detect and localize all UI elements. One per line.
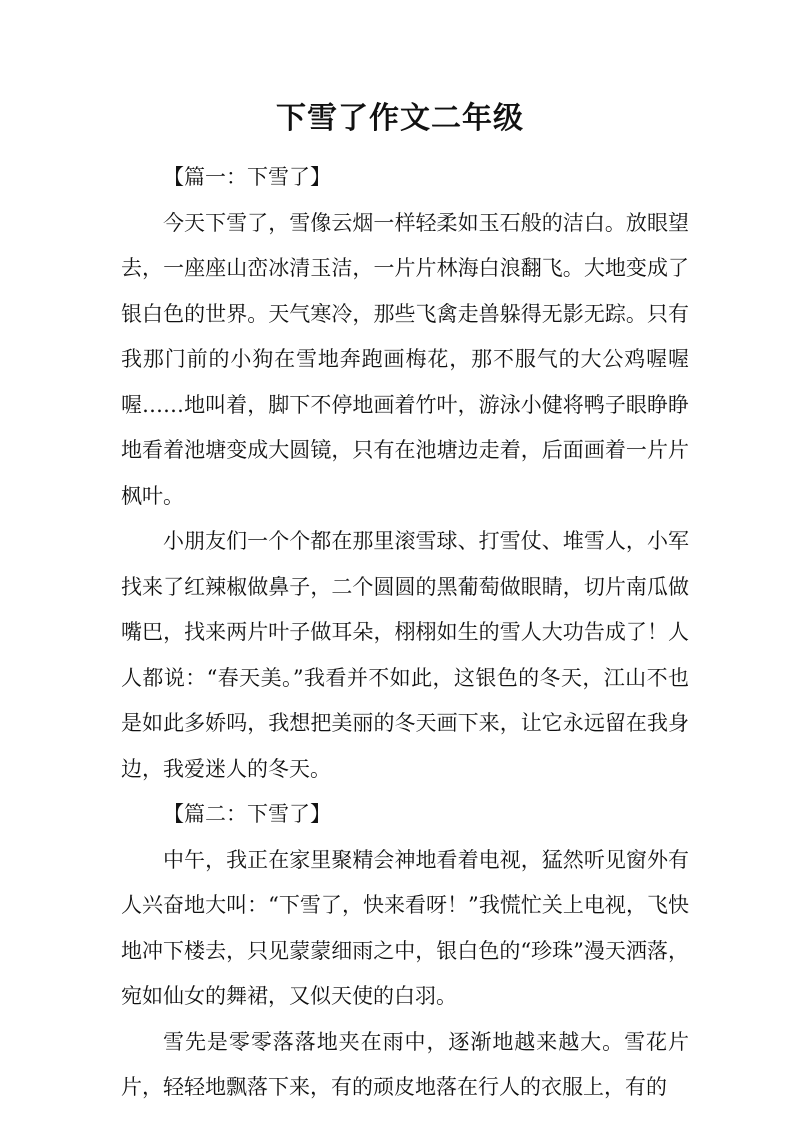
section-heading-1: 【篇一：下雪了】 xyxy=(163,165,331,189)
document-body xyxy=(121,155,689,1111)
paragraph: 小朋友们一个个都在那里滚雪球、打雪仗、堆雪人，小军找来了红辣椒做鼻子，二个圆圆的黑葡萄做眼睛，切片南瓜做嘴巴，找来两片叶子做耳朵，栩栩如生的雪人大功告成了！人人都说：“春天美。”我看并不如此，这银色的冬天，江山不也是如此多娇吗，我想把美丽的冬天画下来，让它永远留在我身边，我爱迷人的冬天。 xyxy=(121,529,689,781)
section-heading-2: 【篇二：下雪了】 xyxy=(163,802,331,826)
document-title: 下雪了作文二年级 xyxy=(276,101,524,136)
paragraph: 今天下雪了，雪像云烟一样轻柔如玉石般的洁白。放眼望去，一座座山峦冰清玉洁，一片片林海白浪翻飞。大地变成了银白色的世界。天气寒冷，那些飞禽走兽躲得无影无踪。只有我那门前的小狗在雪地奔跑画梅花，那不服气的大公鸡喔喔喔……地叫着，脚下不停地画着竹叶，游泳小健将鸭子眼睁睁地看着池塘变成大圆镜，只有在池塘边走着，后面画着一片片枫叶。 xyxy=(121,210,689,508)
paragraph: 中午，我正在家里聚精会神地看着电视，猛然听见窗外有人兴奋地大叫：“下雪了，快来看呀！”我慌忙关上电视，飞快地冲下楼去，只见蒙蒙细雨之中，银白色的“珍珠”漫天洒落，宛如仙女的舞裙，又似天使的白羽。 xyxy=(121,847,689,1008)
paragraph: 雪先是零零落落地夹在雨中，逐渐地越来越大。雪花片片，轻轻地飘落下来，有的顽皮地落在行人的衣服上，有的 xyxy=(121,1029,689,1099)
